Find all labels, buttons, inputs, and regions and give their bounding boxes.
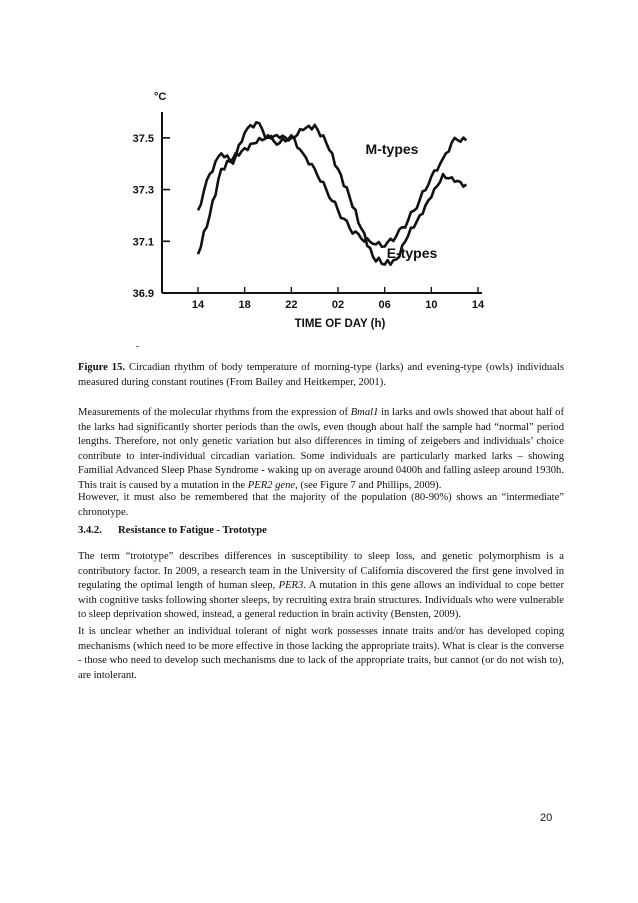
y-tick-label: 36.9 — [132, 288, 154, 300]
x-tick-label: 14 — [191, 299, 205, 311]
para1-gene-bmal1: Bmal1 — [350, 407, 379, 418]
paragraph-trototype — [78, 550, 564, 623]
paragraph-night-work-tolerance: It is unclear whether an individual tolerant of night work possesses innate traits and/or has developed coping mechanisms (which need to be more effective in those lacking the appropriate traits). What is clear is the converse - those who need to develop such mechanisms due to lack of the appropriate traits, but cannot (or do not wish to), are intolerant. — [78, 626, 564, 681]
paragraph-intermediate-chronotype: However, it must also be remembered that the majority of the population (80-90%) shows an “intermediate” chronotype. — [78, 492, 564, 518]
y-tick-label: 37.1 — [132, 236, 154, 249]
series-lines — [198, 122, 466, 264]
stray-mark — [136, 346, 139, 347]
x-axis-label: TIME OF DAY (h) — [294, 318, 386, 330]
section-heading — [78, 524, 564, 539]
x-tick-label: 22 — [285, 299, 298, 311]
x-tick-label: 10 — [425, 299, 438, 311]
page-number: 20 — [540, 812, 553, 824]
figure-caption — [78, 361, 564, 390]
figure-label: Figure 15. — [78, 362, 126, 373]
series-label-e-types: E-types — [386, 245, 438, 261]
paragraph-molecular-rhythms — [78, 406, 564, 494]
para1-text-a: Measurements of the molecular rhythms from the expression of — [78, 407, 351, 418]
y-tick-label: 37.5 — [132, 132, 154, 145]
x-tick-label: 06 — [378, 299, 391, 311]
y-ticks — [133, 133, 170, 300]
x-tick-label: 14 — [471, 299, 485, 311]
section-title: Resistance to Fatigue - Trototype — [118, 525, 267, 536]
series-label-m-types: M-types — [365, 141, 419, 157]
para3-text-a: The term “trototype” describes differences in susceptibility to sleep loss, and genetic polymorphism is a contributory factor. In 2009, a research team in the University of California discovered the first gene involved in regulating the optimal length of human sleep, — [78, 551, 564, 592]
series-line-m-types — [198, 122, 466, 246]
para1-gene-per2: PER2 gene — [247, 479, 296, 491]
figure-caption-text: Circadian rhythm of body temperature of morning-type (larks) and evening-type (owls) individuals measured during constant routines (From Bailey and Heitkemper, 2001). — [78, 362, 565, 388]
y-tick-label: 37.3 — [132, 184, 154, 197]
para3-text-b: . A mutation in this gene allows an individual to cope better with cognitive tasks following shorter sleeps, by recruiting extra brain structures. Individuals who were vulnerable to sleep deprivation showed, instead, a general reduction in brain activity (Bensten, 2009). — [78, 580, 564, 621]
para1-text-c: , (see Figure 7 and Phillips, 2009). — [295, 479, 442, 491]
x-tick-label: 18 — [238, 299, 251, 311]
x-ticks — [192, 287, 485, 311]
y-unit-label: °C — [154, 91, 167, 103]
x-tick-label: 02 — [331, 299, 345, 311]
section-number: 3.4.2. — [78, 525, 102, 536]
para3-gene-per3: PER3 — [278, 580, 304, 592]
para1-text-b: in larks and owls showed that about half of the larks had significantly shorter periods than the owls, even though about half the sample had “normal” period lengths. Therefore, not only genetic variation but also differences in timing of zeigebers and individuals’ choice contribute to inter-individual circadian variation. Some individuals are particularly marked larks – showing Familial Advanced Sleep Phase Syndrome - waking up on average around 0400h and falling asleep around 1930h. This trait is caused by a mutation in the — [78, 407, 564, 491]
temperature-chart — [110, 82, 490, 342]
